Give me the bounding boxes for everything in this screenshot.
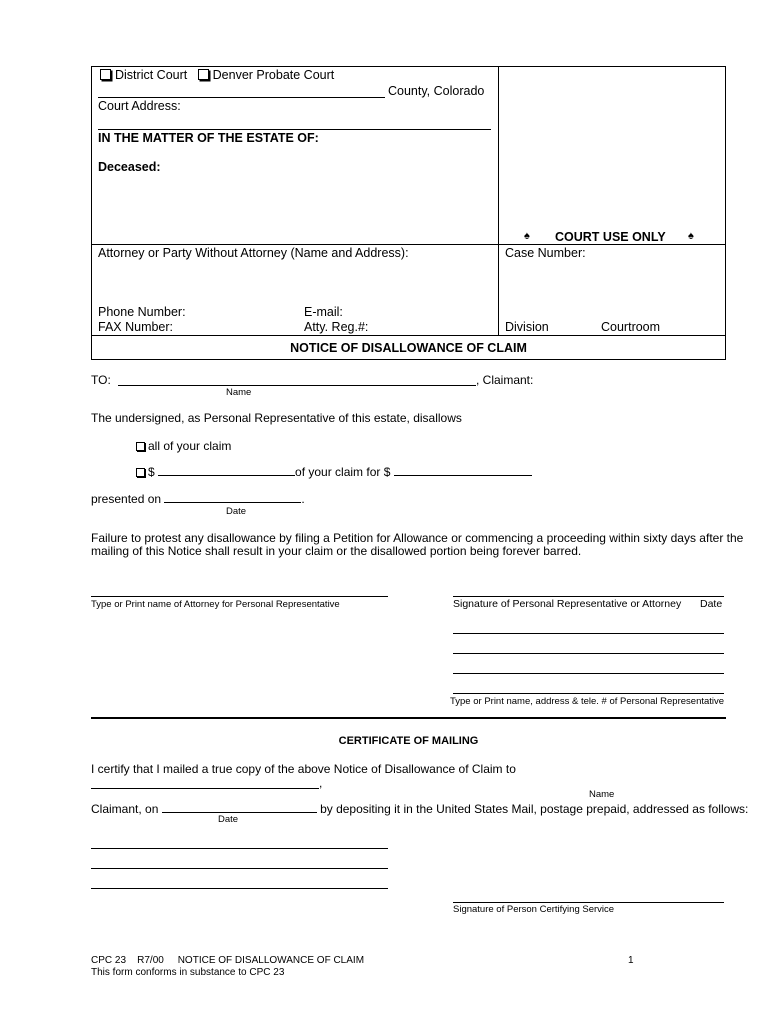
district-court-checkbox[interactable]	[100, 69, 111, 80]
failure-text-line-2: mailing of this Notice shall result in your claim or the disallowed portion being forever barred.	[91, 544, 582, 558]
caption-box	[91, 66, 726, 360]
certifier-signature-line[interactable]	[453, 902, 724, 903]
claimant-name-line[interactable]	[118, 385, 476, 386]
pr-info-line-1[interactable]	[453, 633, 724, 634]
dollar-sign: $	[148, 465, 155, 479]
claimant-on-label: Claimant, on	[91, 802, 159, 816]
failure-text-line-1: Failure to protest any disallowance by filing a Petition for Allowance or commencing a proceeding within sixty days after the	[91, 531, 744, 545]
deceased-label: Deceased:	[98, 160, 161, 174]
caption-divider-1	[91, 244, 726, 245]
caption-divider-2	[91, 335, 726, 336]
option-partial-row	[136, 465, 532, 479]
denver-probate-court-checkbox[interactable]	[198, 69, 209, 80]
depositing-text: by depositing it in the United States Mail, postage prepaid, addressed as follows:	[320, 802, 749, 816]
court-use-only-label: COURT USE ONLY	[555, 230, 666, 244]
address-line-2[interactable]	[91, 868, 388, 869]
undersigned-text: The undersigned, as Personal Representative of this estate, disallows	[91, 411, 462, 425]
certifier-signature-caption: Signature of Person Certifying Service	[453, 904, 615, 915]
denver-probate-court-label: Denver Probate Court	[212, 68, 335, 82]
court-address-label: Court Address:	[98, 99, 181, 113]
signature-caption: Signature of Personal Representative or Attorney	[453, 598, 682, 610]
fax-label: FAX Number:	[98, 320, 174, 334]
court-options	[100, 68, 334, 82]
spade-icon-left: ♠	[524, 230, 530, 242]
page-number: 1	[628, 955, 634, 966]
email-label: E-mail:	[304, 305, 343, 319]
footer-form-code: CPC 23 R7/00 NOTICE OF DISALLOWANCE OF CLAIM	[91, 955, 365, 966]
footer-conforms: This form conforms in substance to CPC 23	[91, 967, 285, 978]
mailing-date-field[interactable]	[162, 802, 317, 813]
pr-info-line-2[interactable]	[453, 653, 724, 654]
date-caption: Date	[226, 506, 247, 517]
atty-reg-label: Atty. Reg.#:	[304, 320, 369, 334]
pr-info-line-4[interactable]	[453, 693, 724, 694]
certify-comma: ,	[319, 776, 323, 790]
court-address-line[interactable]	[98, 129, 491, 130]
case-number-label: Case Number:	[505, 246, 586, 260]
county-label: County, Colorado	[388, 84, 485, 98]
pr-info-caption: Type or Print name, address & tele. # of Personal Representative	[450, 696, 725, 707]
attorney-name-caption: Type or Print name of Attorney for Personal Representative	[91, 599, 340, 610]
presented-row	[91, 492, 305, 506]
presented-on-label: presented on	[91, 492, 162, 506]
partial-claim-checkbox[interactable]	[136, 468, 145, 477]
certify-name-line[interactable]	[91, 788, 319, 789]
certify-name-caption: Name	[589, 789, 615, 800]
address-line-3[interactable]	[91, 888, 388, 889]
attorney-name-line[interactable]	[91, 596, 388, 597]
signature-date-caption: Date	[700, 598, 723, 610]
attorney-label: Attorney or Party Without Attorney (Name and Address):	[98, 246, 409, 260]
claimant-on-row	[91, 802, 748, 816]
claim-amount-field[interactable]	[394, 465, 532, 476]
claimant-label: , Claimant:	[476, 373, 534, 387]
certificate-title: CERTIFICATE OF MAILING	[338, 735, 479, 747]
spade-icon-right: ♠	[688, 230, 694, 242]
certify-text: I certify that I mailed a true copy of the above Notice of Disallowance of Claim to	[91, 762, 516, 776]
pr-info-line-3[interactable]	[453, 673, 724, 674]
address-line-1[interactable]	[91, 848, 388, 849]
district-court-label: District Court	[115, 68, 188, 82]
section-divider	[91, 717, 726, 719]
all-claim-checkbox[interactable]	[136, 442, 145, 451]
caption-divider-vertical	[498, 66, 499, 336]
estate-heading: IN THE MATTER OF THE ESTATE OF:	[98, 131, 319, 145]
signature-line[interactable]	[453, 596, 724, 597]
name-caption: Name	[226, 387, 252, 398]
mailing-date-caption: Date	[218, 814, 239, 825]
disallowed-amount-field[interactable]	[158, 465, 295, 476]
option-all-row	[136, 439, 231, 453]
option-all-label: all of your claim	[148, 439, 232, 453]
county-name-line[interactable]	[98, 97, 385, 98]
of-claim-label: of your claim for $	[295, 465, 391, 479]
division-label: Division	[505, 320, 549, 334]
to-label: TO:	[91, 373, 111, 387]
courtroom-label: Courtroom	[601, 320, 661, 334]
phone-label: Phone Number:	[98, 305, 186, 319]
presented-period: .	[301, 492, 305, 506]
form-title: NOTICE OF DISALLOWANCE OF CLAIM	[290, 341, 527, 355]
presented-date-field[interactable]	[164, 492, 301, 503]
